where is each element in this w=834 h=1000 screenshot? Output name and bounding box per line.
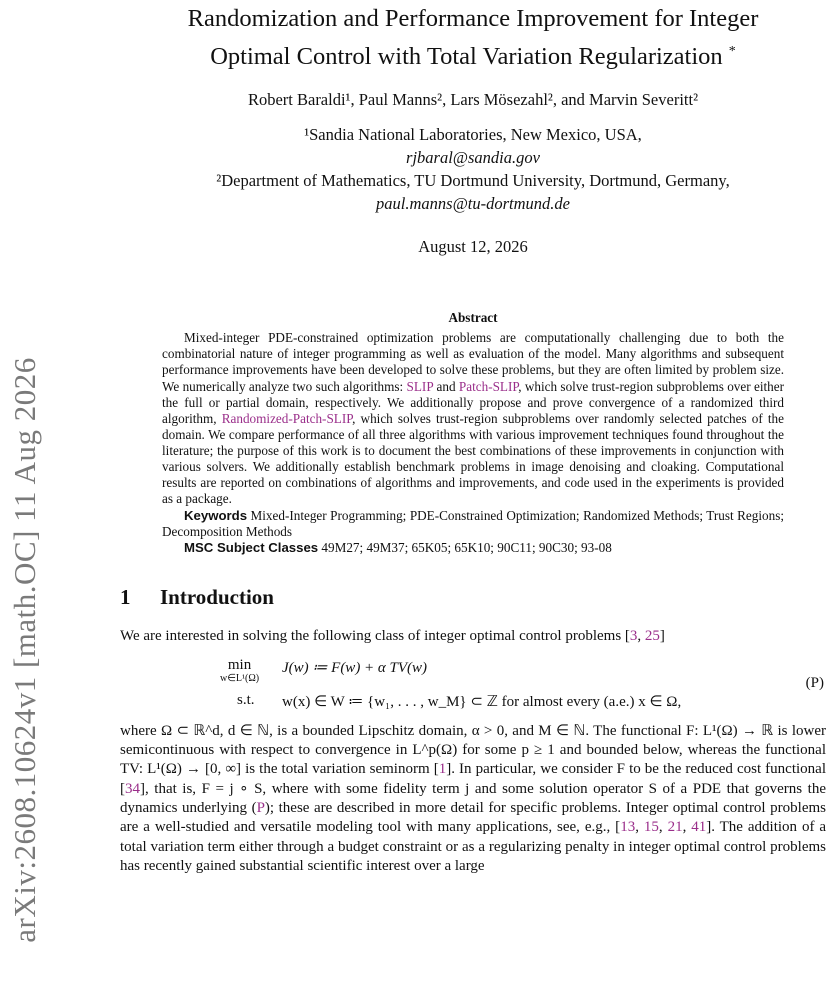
arxiv-identifier: arXiv:2608.10624v1 [math.OC] 11 Aug 2026: [7, 357, 42, 943]
title-line-2: [120, 35, 826, 73]
text-segment: ]: [659, 627, 665, 644]
text-segment: ); these are described in more detail for specific problems. Integer optimal control problems are a well-studied and versatile modeling tool with many applications, see, e.g., [: [120, 800, 826, 836]
citation-link[interactable]: 41: [691, 819, 707, 836]
section-number: 1: [120, 584, 131, 609]
text-segment: ]. In particular, we consider F to be the reduced cost functional [: [120, 761, 826, 797]
abstract-segment: and: [433, 378, 459, 394]
paper-title: [120, 2, 826, 73]
abstract-segment: , which solve trust-region subproblems over either the full or partial domain, respectively. We additionally propose and prove convergence of a randomized third algorithm,: [162, 378, 784, 426]
citation-link[interactable]: 13: [620, 819, 636, 836]
citation-link[interactable]: 1: [438, 761, 447, 778]
msc-text: 49M27; 49M37; 65K05; 65K10; 90C11; 90C30; 93-08: [321, 540, 612, 556]
text-segment: ], that is, F = j ∘ S, where with some fidelity term j and some solution operator S of a PDE that governs the dynamics underlying (: [120, 780, 826, 817]
slip-link[interactable]: SLIP: [406, 378, 434, 394]
citation-link[interactable]: 15: [643, 819, 659, 836]
arxiv-stamp: [0, 300, 50, 1000]
min-subscript: w∈L¹(Ω): [220, 672, 260, 684]
equation-subject-to: s.t.: [237, 691, 255, 708]
abstract-segment: Mixed-integer PDE-constrained optimization problems are computationally challenging due to both the combinatorial nature of integer programming as well as evaluation of the model. Many algorithms and subsequent performance improvements have been developed to solve these problems, but they are often limited by problem size. We numerically analyze two such algorithms:: [162, 330, 784, 394]
equation-constraint: w(x) ∈ W ≔ {w₁, . . . , w_M} ⊂ ℤ for almost every (a.e.) x ∈ Ω,: [282, 693, 682, 710]
text-segment: We are interested in solving the following class of integer optimal control problems [: [120, 627, 630, 644]
title-footnote-mark[interactable]: *: [728, 44, 736, 59]
paper-date: August 12, 2026: [418, 237, 528, 257]
randomized-patch-slip-link[interactable]: Randomized-Patch-SLIP: [221, 410, 353, 426]
keywords-label: Keywords: [184, 508, 248, 524]
citation-link[interactable]: 21: [667, 819, 683, 836]
paper-page: [120, 0, 826, 876]
text-segment: ,: [637, 627, 645, 644]
author-list: Robert Baraldi¹, Paul Manns², Lars Mösezahl², and Marvin Severitt²: [247, 90, 699, 110]
equation-tag: (P): [805, 674, 824, 691]
min-operator: min: [227, 656, 252, 673]
intro-paragraph-2: [120, 722, 826, 876]
abstract-heading: Abstract: [448, 310, 498, 326]
section-heading: [120, 585, 826, 610]
equation-reference-link[interactable]: P: [256, 800, 265, 817]
abstract-segment: , which solves trust-region subproblems over randomly selected patches of the domain. We compare performance of all three algorithms with various improvement techniques found throughout the literature; the purpose of this work is to document the best combinations of these improvements in conjunction with various solvers. We additionally establish benchmark problems in image denoising and cloaking. Computational results are reported on combinations of algorithms and improvements, and code used in the experiments is provided as a package.: [162, 410, 785, 507]
text-segment: where Ω ⊂ ℝ^d, d ∈ ℕ, is a bounded Lipschitz domain, α > 0, and M ∈ ℕ. The functional F: L¹(Ω) → ℝ is lower semicontinuous with respect to convergence in L^p(Ω) for some p ≥ 1 and bounded below, whereas the functional TV: L¹(Ω) → [0, ∞] is the total variation seminorm [: [120, 722, 826, 778]
affiliations: [120, 123, 826, 215]
section-title: Introduction: [160, 584, 274, 609]
equation-objective: J(w) ≔ F(w) + α TV(w): [282, 659, 428, 676]
msc-classes: [162, 540, 784, 556]
keywords-text: Mixed-Integer Programming; PDE-Constrained Optimization; Randomized Methods; Trust Regions; Decomposition Methods: [162, 508, 784, 540]
abstract-text: [162, 330, 784, 507]
citation-link[interactable]: 25: [644, 627, 660, 644]
abstract-section: [162, 310, 784, 556]
patch-slip-link[interactable]: Patch-SLIP: [458, 378, 519, 394]
text-segment: ,: [658, 819, 668, 836]
title-line-1: Randomization and Performance Improvement for Integer: [187, 5, 759, 32]
msc-label: MSC Subject Classes: [184, 540, 319, 556]
title-line-2-text: Optimal Control with Total Variation Regularization: [210, 43, 723, 71]
affiliation-2: ²Department of Mathematics, TU Dortmund University, Dortmund, Germany,: [216, 171, 730, 191]
equation-min-operator: [220, 658, 259, 685]
intro-paragraph-1: [120, 627, 826, 646]
text-segment: ]. The addition of a total variation term either through a budget constraint or as a regularizing penalty in integer optimal control problems has recently gained substantial scientific interest over a large: [120, 819, 827, 874]
citation-link[interactable]: 3: [629, 627, 638, 644]
text-segment: ,: [682, 819, 692, 836]
equation-p: [120, 654, 826, 722]
email-2[interactable]: paul.manns@tu-dortmund.de: [376, 194, 570, 214]
citation-link[interactable]: 34: [125, 780, 140, 797]
affiliation-1: ¹Sandia National Laboratories, New Mexico, USA,: [304, 125, 642, 145]
text-segment: ,: [635, 819, 644, 836]
email-1[interactable]: rjbaral@sandia.gov: [406, 148, 540, 168]
keywords: [162, 508, 784, 540]
